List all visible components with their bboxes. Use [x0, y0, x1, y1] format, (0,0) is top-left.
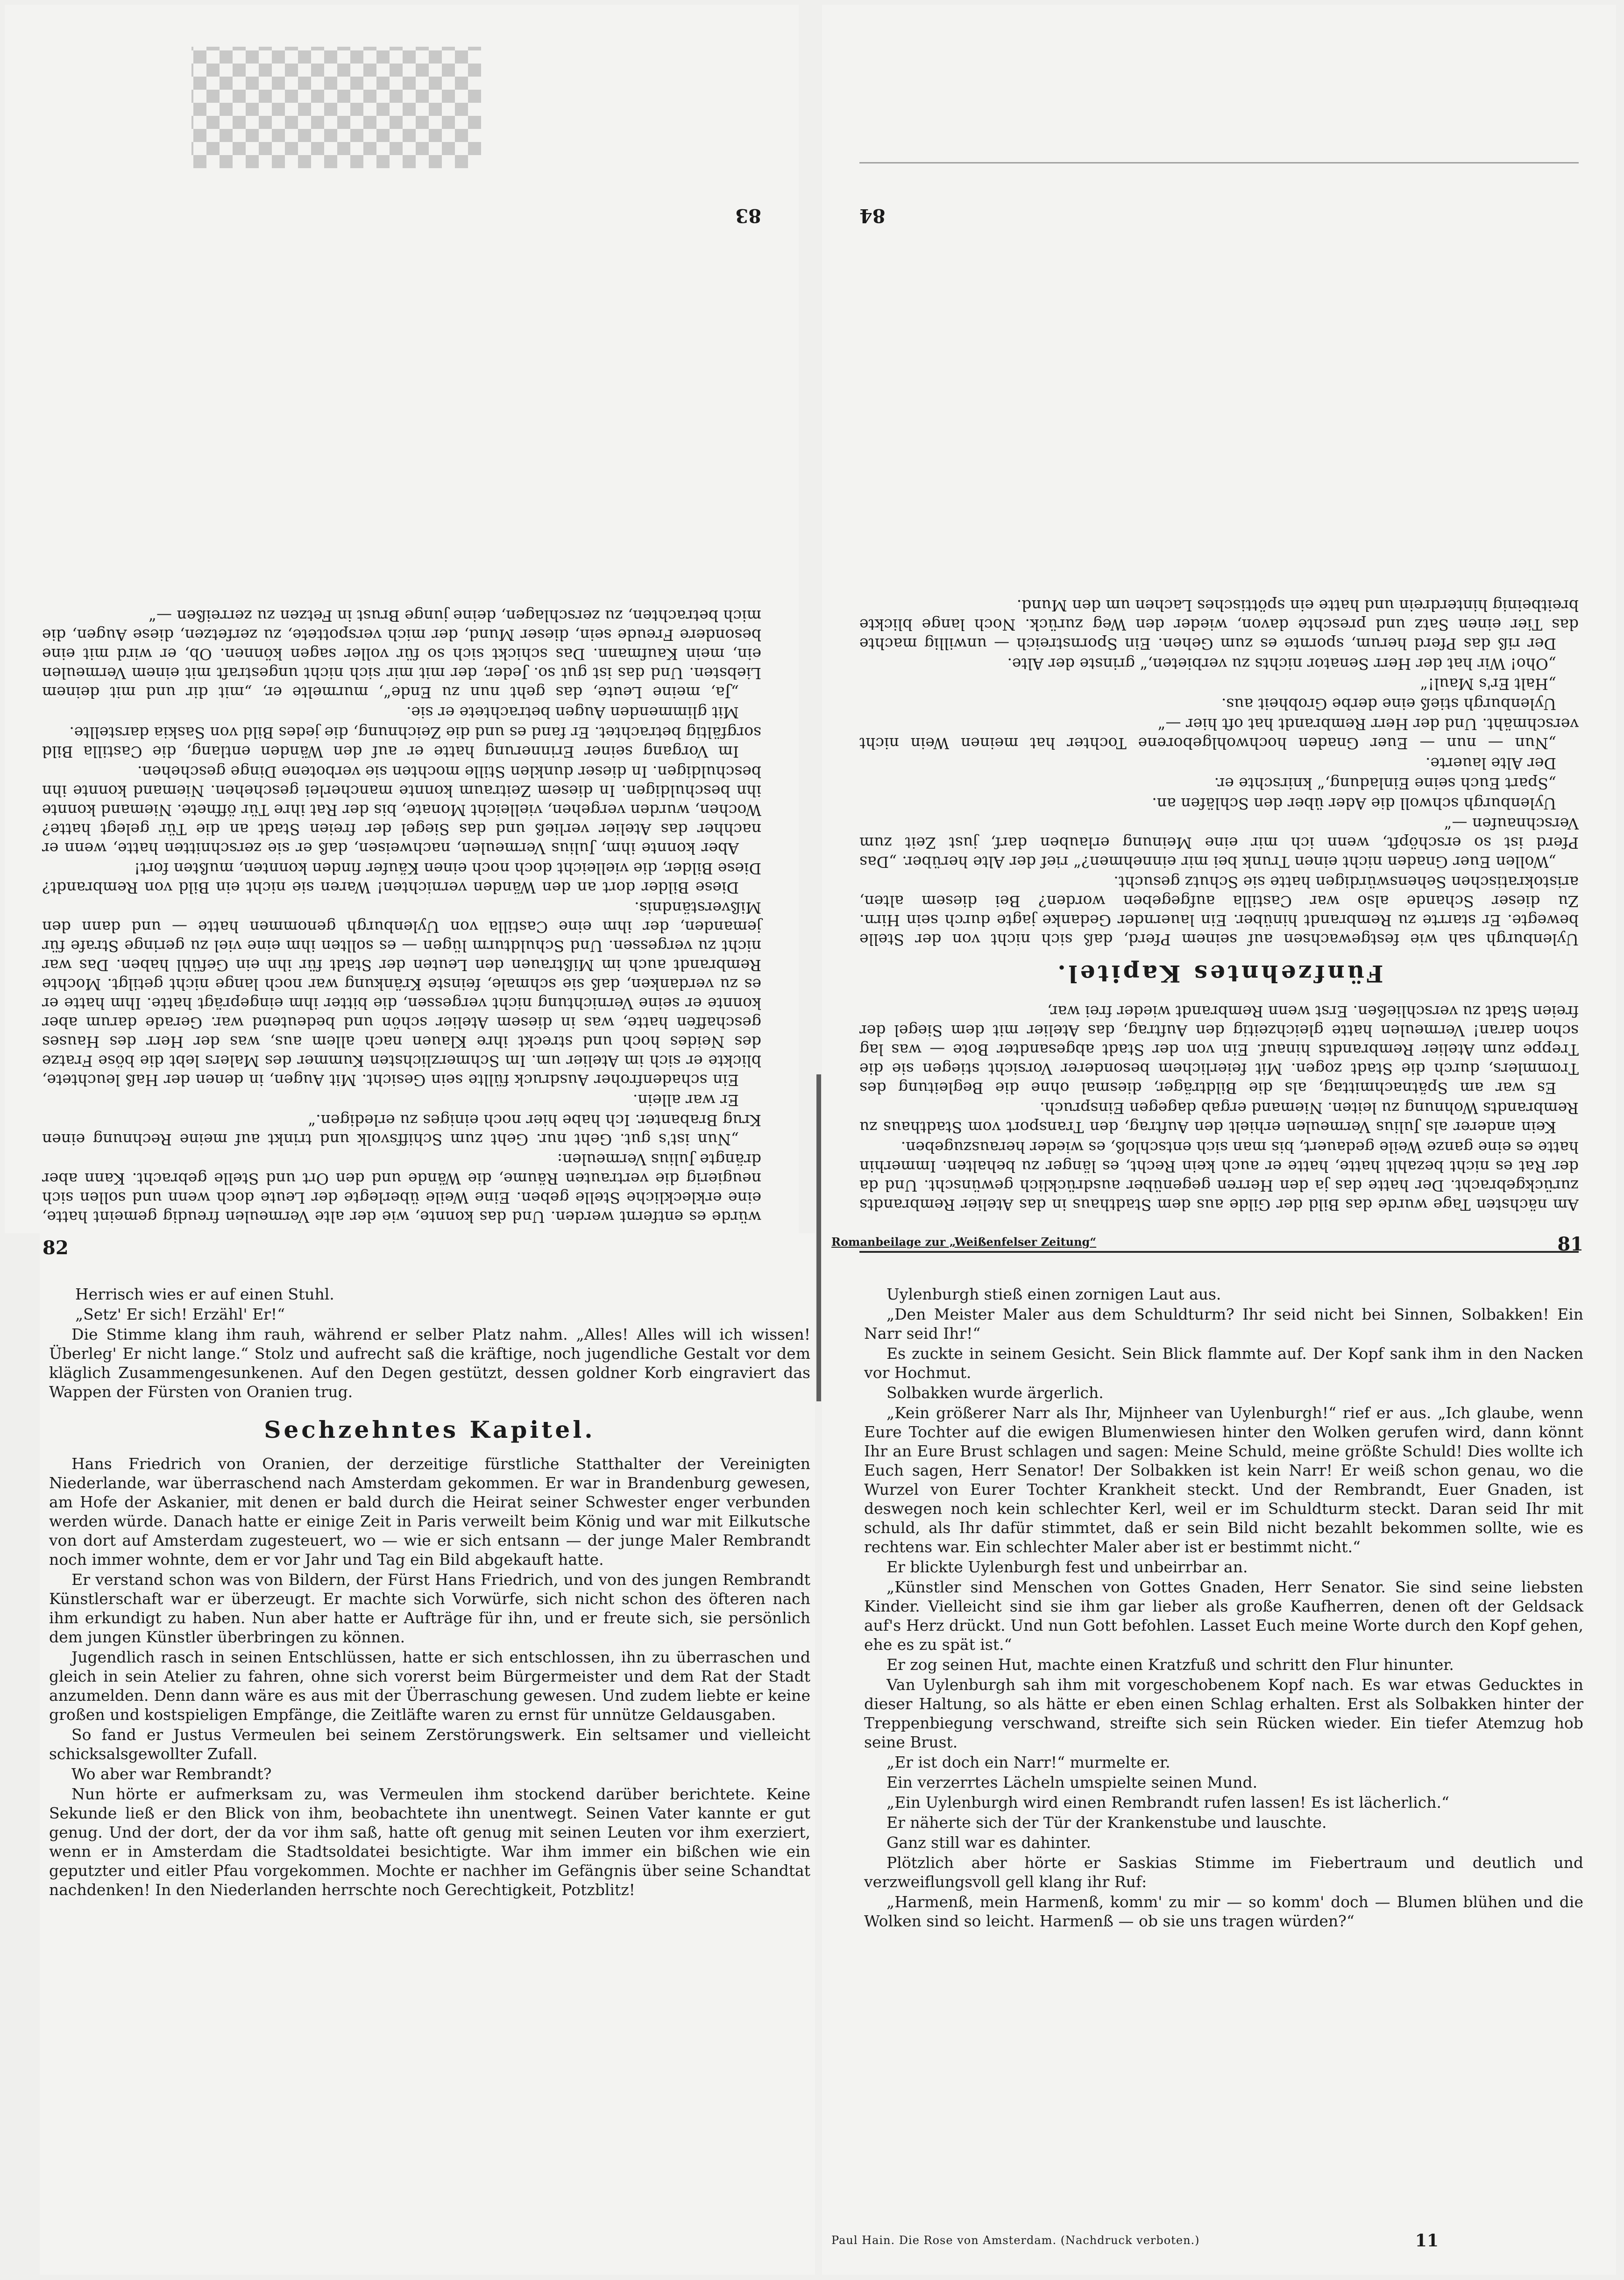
page-top-left-inverted — [5, 5, 799, 1233]
paragraph: Aber konnte ihm, Julius Vermeulen, nachweisen, daß er sie zerschnitten hatte, wenn er nachher das Atelier verließ und das Siegel der freien Stadt an die Tür gelegt hatte? Wochen, wurden vergehen, vielleicht Monate, bis der Rat ihre Tür öffnete. Niemand konnte ihn beschuldigen. In diesem Zeitraum konnte mancherlei geschehen. Niemand konnte ihn beschuldigen. In dieser dunklen Stille mochten sie verbotene Dinge geschehen. — [42, 763, 761, 858]
paragraph: „Nun — nun — Euer Gnaden hochwohlgeborene Tochter hat meinen Wein nicht verschmäht. Und der Herr Rembrandt hat oft hier —“ — [859, 715, 1579, 753]
paragraph: Uylenburgh stieß eine derbe Grobheit aus. — [1221, 695, 1556, 713]
paragraph: Mit glimmenden Augen betrachtete er sie. — [406, 703, 739, 722]
paragraph: „Den Meister Maler aus dem Schuldturm? Ihr seid nicht bei Sinnen, Solbakken! Ein Narr seid Ihr!“ — [864, 1305, 1583, 1342]
paragraph: „Oho! Wir hat der Herr Senator nichts zu verbieten,“ grinste der Alte. — [1007, 655, 1556, 673]
paragraph: Hans Friedrich von Oranien, der derzeitige fürstliche Statthalter der Vereinigten Niederlande, war überraschend nach Amsterdam gekommen. Er war in Brandenburg gewesen, am Hofe der Askanier, mit denen er bald durch die Heirat seiner Schwester enger verbunden werden würde. Danach hatte er einige Zeit in Paris verweilt beim König und war mit Eilkutsche von dort auf Amsterdam zugesteuert, wo — wie er sich entsann — der junge Maler Rembrandt noch immer wohnte, dem er vor Jahr und Tag ein Bild abgekauft hatte. — [49, 1455, 810, 1569]
footer-credit: Paul Hain. Die Rose von Amsterdam. (Nachdruck verboten.) — [831, 2234, 1200, 2247]
paragraph: „Halt Er's Maul!“ — [1420, 675, 1556, 693]
paragraph: Er zog seinen Hut, machte einen Kratzfuß und schritt den Flur hinunter. — [886, 1655, 1454, 1674]
paragraph: Plötzlich aber hörte er Saskias Stimme im Fiebertraum und deutlich und verzweiflungsvoll gell klang ihr Ruf: — [864, 1854, 1583, 1891]
fold-shadow — [816, 1074, 821, 1401]
page-number: 82 — [43, 1237, 69, 1259]
paragraph: „Künstler sind Menschen von Gottes Gnaden, Herr Senator. Sie sind seine liebsten Kinder. Vielleicht sind sie ihm gar lieber als große Kaufherren, denen oft der Geldsack auf's Herz drückt. Und nun Gott befohlen. Lasset Euch meine Worte durch den Kopf gehen, ehe es zu spät ist.“ — [864, 1578, 1583, 1654]
footer-page-number: 11 — [1415, 2231, 1439, 2251]
paragraph: Uylenburgh sah wie festgewachsen auf seinem Pferd, daß sich nicht von der Stelle bewegte. Er starrte zu Rembrandt hinüber. Ein lauernder Gedanke jagte durch sein Hirn. Zu dieser Schande also war Castilla aufgegeben worden? Bei diesem alten, aristokratischen Sehenswürdigen hatte sie Schutz gesucht. — [859, 873, 1579, 949]
paragraph: „Spart Euch seine Einladung,“ knirschte er. — [1214, 774, 1556, 793]
paragraph: Ganz still war es dahinter. — [886, 1833, 1091, 1852]
paragraph: „Harmenß, mein Harmenß, komm' zu mir — so komm' doch — Blumen blühen und die Wolken sind so leicht. Harmenß — ob sie uns tragen würden?“ — [864, 1893, 1583, 1930]
paragraph: Ein schadenfroher Ausdruck füllte sein Gesicht. Mit Augen, in denen der Haß leuchtete, blickte er sich im Atelier um. Im Schmerzlichsten Kummer des Malers lebt die böse Fratze des Neides hoch und streckt ihre Klauen nach allem aus, was der Herr des Hauses geschaffen hatte, was in diesem Atelier schön und bedeutend war. Gerade darum aber konnte er seine Vernichtung nicht vergessen, die bitter ihm eingeprägt hatte. Ihm hatte er es zu verdanken, daß sie schmale, feinste Kränkung war noch lange nicht getilgt. Mochte Rembrandt auch im Mißtrauen den Leuten der Stadt für ihn ein Gefühl haben. Das war nicht zu vergessen. Und Schuldturm lügen — es sollten ihm eine viel zu geringe Strafe für jemanden, der ihm eine Castilla von Uylenburgh genommen hatte — und dann den Mißverständnis. — [42, 899, 761, 1089]
page-bottom-left — [40, 1233, 815, 2275]
text-column — [864, 1285, 1583, 2275]
chapter-heading: Sechzehntes Kapitel. — [264, 1416, 596, 1443]
paragraph: Van Uylenburgh sah ihm mit vorgeschobenem Kopf nach. Es war etwas Geducktes in dieser Haltung, so als hätte er eben einen Schlag erhalten. Erst als Solbakken hinter der Treppenbiegung verschwand, streifte sich sein Rücken wieder. Ein tiefer Atemzug hob seine Brust. — [864, 1676, 1583, 1751]
paragraph: Solbakken wurde ärgerlich. — [886, 1384, 1104, 1402]
chapter-heading: Fünfzehntes Kapitel. — [1055, 960, 1383, 987]
print-bleed-artifact — [191, 47, 481, 168]
paragraph: „Er ist doch ein Narr!“ murmelte er. — [886, 1753, 1170, 1771]
paragraph: So fand er Justus Vermeulen bei seinem Zerstörungswerk. Ein seltsamer und vielleicht schicksalsgewollter Zufall. — [49, 1726, 810, 1763]
paragraph: Kein anderer als Julius Vermeulen erhielt den Auftrag, den Transport vom Stadthaus zu Rembrandts Wohnung zu leiten. Niemand ergab dagegen Einspruch. — [859, 1099, 1579, 1136]
paragraph: „Setz' Er sich! Erzähl' Er!“ — [75, 1305, 285, 1323]
paragraph: Er näherte sich der Tür der Krankenstube und lauschte. — [886, 1813, 1327, 1832]
paragraph: Die Stimme klang ihm rauh, während er selber Platz nahm. „Alles! Alles will ich wissen! Überleg' Er nicht lange.“ Stolz und aufrecht saß die kräftige, noch jugendliche Gestalt vor dem kläglich Zusammengesunkenen. Auf den Degen gestützt, dessen goldner Korb eingraviert das Wappen der Fürsten von Oranien trug. — [49, 1325, 810, 1401]
paragraph: Uylenburgh stieß einen zornigen Laut aus. — [886, 1285, 1221, 1303]
text-column — [49, 1285, 810, 2275]
paragraph: Jugendlich rasch in seinen Entschlüssen, hatte er sich entschlossen, ihn zu überraschen und gleich in sein Atelier zu fahren, ohne sich vorerst beim Bürgermeister und dem Rat der Stadt anzumelden. Denn dann wäre es aus mit der Überraschung gewesen. Und zudem liebte er keine großen und kostspieligen Empfänge, die Zeitläfte waren zu ernst für unnütze Geldausgaben. — [49, 1648, 810, 1724]
paragraph: würde es entfernt werden. Und das konnte, wie der alte Vermeulen freudig gemeint hatte, eine erkleckliche Stelle geben. Eine Weile überlegte der Leute doch wenn und sollen sich neugierig die vertrauten Räume, die Wände und den Ort und Stelle gebracht. Kann aber drängte Julius Vermeulen: — [42, 1151, 761, 1226]
paragraph: Wo aber war Rembrandt? — [71, 1765, 272, 1783]
paragraph: Er blickte Uylenburgh fest und unbeirrbar an. — [886, 1558, 1248, 1576]
paragraph: Uylenburgh schwoll die Ader über den Schläfen an. — [1152, 795, 1556, 813]
paragraph: Der riß das Pferd herum, spornte es zum Gehen. Ein Spornstreich — unwillig machte das Tier einen Satz und preschte davon, wieder den Weg zurück. Noch lange blickte breitbeinig hinterdrein und hatte ein spöttisches Lachen um den Mund. — [859, 597, 1579, 653]
paragraph: Im Vorgang seiner Erinnerung hatte er auf den Wänden entlang, die Castilla Bild sorgfältig betrachtet. Er fand es und die Zeichnung, die jedes Bild von Saskia darstellte. — [42, 724, 761, 761]
paragraph: „Ein Uylenburgh wird einen Rembrandt rufen lassen! Es ist lächerlich.“ — [886, 1793, 1449, 1811]
paragraph: „Kein größerer Narr als Ihr, Mijnheer van Uylenburgh!“ rief er aus. „Ich glaube, wenn Eure Tochter auf die ewigen Blumenwiesen hinter den Wolken gerufen wird, dann könnt Ihr an Eure Brust schlagen und sagen: Meine Schuld, meine größte Schuld! Dies wollte ich Euch sagen, Herr Senator! Der Solbakken ist kein Narr! Er weiß schon genau, wo die Wurzel von Eurer Tochter Krankheit steckt. Und der Rembrandt, Euer Gnaden, ist deswegen noch kein schlechter Kerl, weil er im Schuldturm steckt. Daran seid Ihr mit schuld, als Ihr dafür stimmtet, daß er sein Bild nicht bezahlt bekommen sollte, wie es rechtens war. Ein schlechter Maler aber ist er bestimmt nicht.“ — [864, 1404, 1583, 1556]
paragraph: „Ja, meine Leute, das geht nun zu Ende“, murmelte er, „mit dir und mit deinem Liebsten. Und das ist gut so. Jeder, der mit mir sich nicht ungestraft mit einem Vermeulen ein, mein Kaufmann. Das schickt sich so für voller sagen können. Ob, er wird mit eine besondere Freude sein, dieser Mund, der mich verspottete, zu zerfetzen, diese Augen, die mich betrachten, zu zerschlagen, deine junge Brust in Fetzen zu zerreißen —“ — [42, 607, 761, 702]
paragraph: Es war am Spätnachmittag, als die Bildträger, diesmal ohne die Begleitung des Trommlers, durch die Stadt zogen. Mit feierlichem besonderer Vorsicht stiegen sie die Treppe zum Atelier Rembrandts hinauf. Ein von der Stadt abgesandter Bote — was lag schon daran! Vermeulen hatte gleichzeitig den Auftrag, das Atelier mit dem Siegel der freien Stadt zu verschließen. Erst wenn Rembrandt wieder frei war, — [859, 1002, 1579, 1097]
paragraph: Der Alte lauerte. — [1425, 754, 1556, 773]
text-column — [42, 5, 761, 1227]
page-number: 83 — [735, 205, 761, 227]
paragraph: Er verstand schon was von Bildern, der Fürst Hans Friedrich, und von des jungen Rembrandt Künstlerschaft war er überzeugt. Er machte sich Vorwürfe, sich nicht schon des öfteren nach ihm erkundigt zu haben. Nun aber hatte er Aufträge für ihn, und er freute sich, sie persönlich dem jungen Künstler überbringen zu können. — [49, 1570, 810, 1646]
text-column — [859, 5, 1579, 1215]
paragraph: „Wollen Euer Gnaden nicht einen Trunk bei mir einnehmen?“ rief der Alte herüber. „Das Pferd ist so erschöpft, wenn ich mir eine Meinung erlauben darf, just Zeit zum Verschnaufen —“ — [859, 815, 1579, 871]
page-top-right-inverted — [822, 5, 1616, 1233]
page-number: 84 — [859, 205, 886, 227]
divider — [859, 162, 1579, 163]
paragraph: Es zuckte in seinem Gesicht. Sein Blick flammte auf. Der Kopf sank ihm in den Nacken vor Hochmut. — [864, 1344, 1583, 1382]
header-rule — [859, 1251, 1579, 1253]
paragraph: Am nächsten Tage wurde das Bild der Gilde aus dem Stadthaus in das Atelier Rembrandts zurückgebracht. Der hatte das ja den Herren gegenüber ausdrücklich gewünscht. Und da der Rat es nicht bezahlt hatte, hatte er auch kein Recht, es länger zu behalten. Immerhin hatte es eine ganze Weile gedauert, bis man sich entschloß, es wieder herauszugeben. — [859, 1138, 1579, 1214]
page-number: 81 — [1557, 1233, 1583, 1255]
paragraph: Herrisch wies er auf einen Stuhl. — [75, 1285, 334, 1303]
paragraph: „Nun ist's gut. Geht nur. Geht zum Schiffsvolk und trinkt auf meine Rechnung einen Krug Brabanter. Ich habe hier noch einiges zu erledigen.“ — [42, 1111, 761, 1149]
paragraph: Nun hörte er aufmerksam zu, was Vermeulen ihm stockend darüber berichtete. Keine Sekunde ließ er den Blick von ihm, beobachtete ihn unentwegt. Seinen Vater kannte er gut genug. Und der dort, der da vor ihm saß, hatte oft genug mit seinen Leuten vor ihm exerziert, wenn er in Amsterdam die Stadtsoldatei besichtigte. War ihm immer ein bißchen wie ein geputzter und eitler Pfau vorgekommen. Mochte er nachher im Gefängnis über seine Schandtat nachdenken! In den Niederlanden herrschte noch Gerechtigkeit, Potzblitz! — [49, 1785, 810, 1899]
page-bottom-right — [822, 1233, 1616, 2275]
paragraph: Diese Bilder dort an den Wänden vernichten! Waren sie nicht ein Bild von Rembrandt? Diese Bilder, die vielleicht doch noch einen Käufer finden konnten, mußten fort! — [42, 859, 761, 897]
paragraph: Ein verzerrtes Lächeln umspielte seinen Mund. — [886, 1773, 1258, 1791]
supplement-label: Romanbeilage zur „Weißenfelser Zeitung“ — [831, 1235, 1097, 1249]
paragraph: Er war allein. — [632, 1091, 739, 1109]
